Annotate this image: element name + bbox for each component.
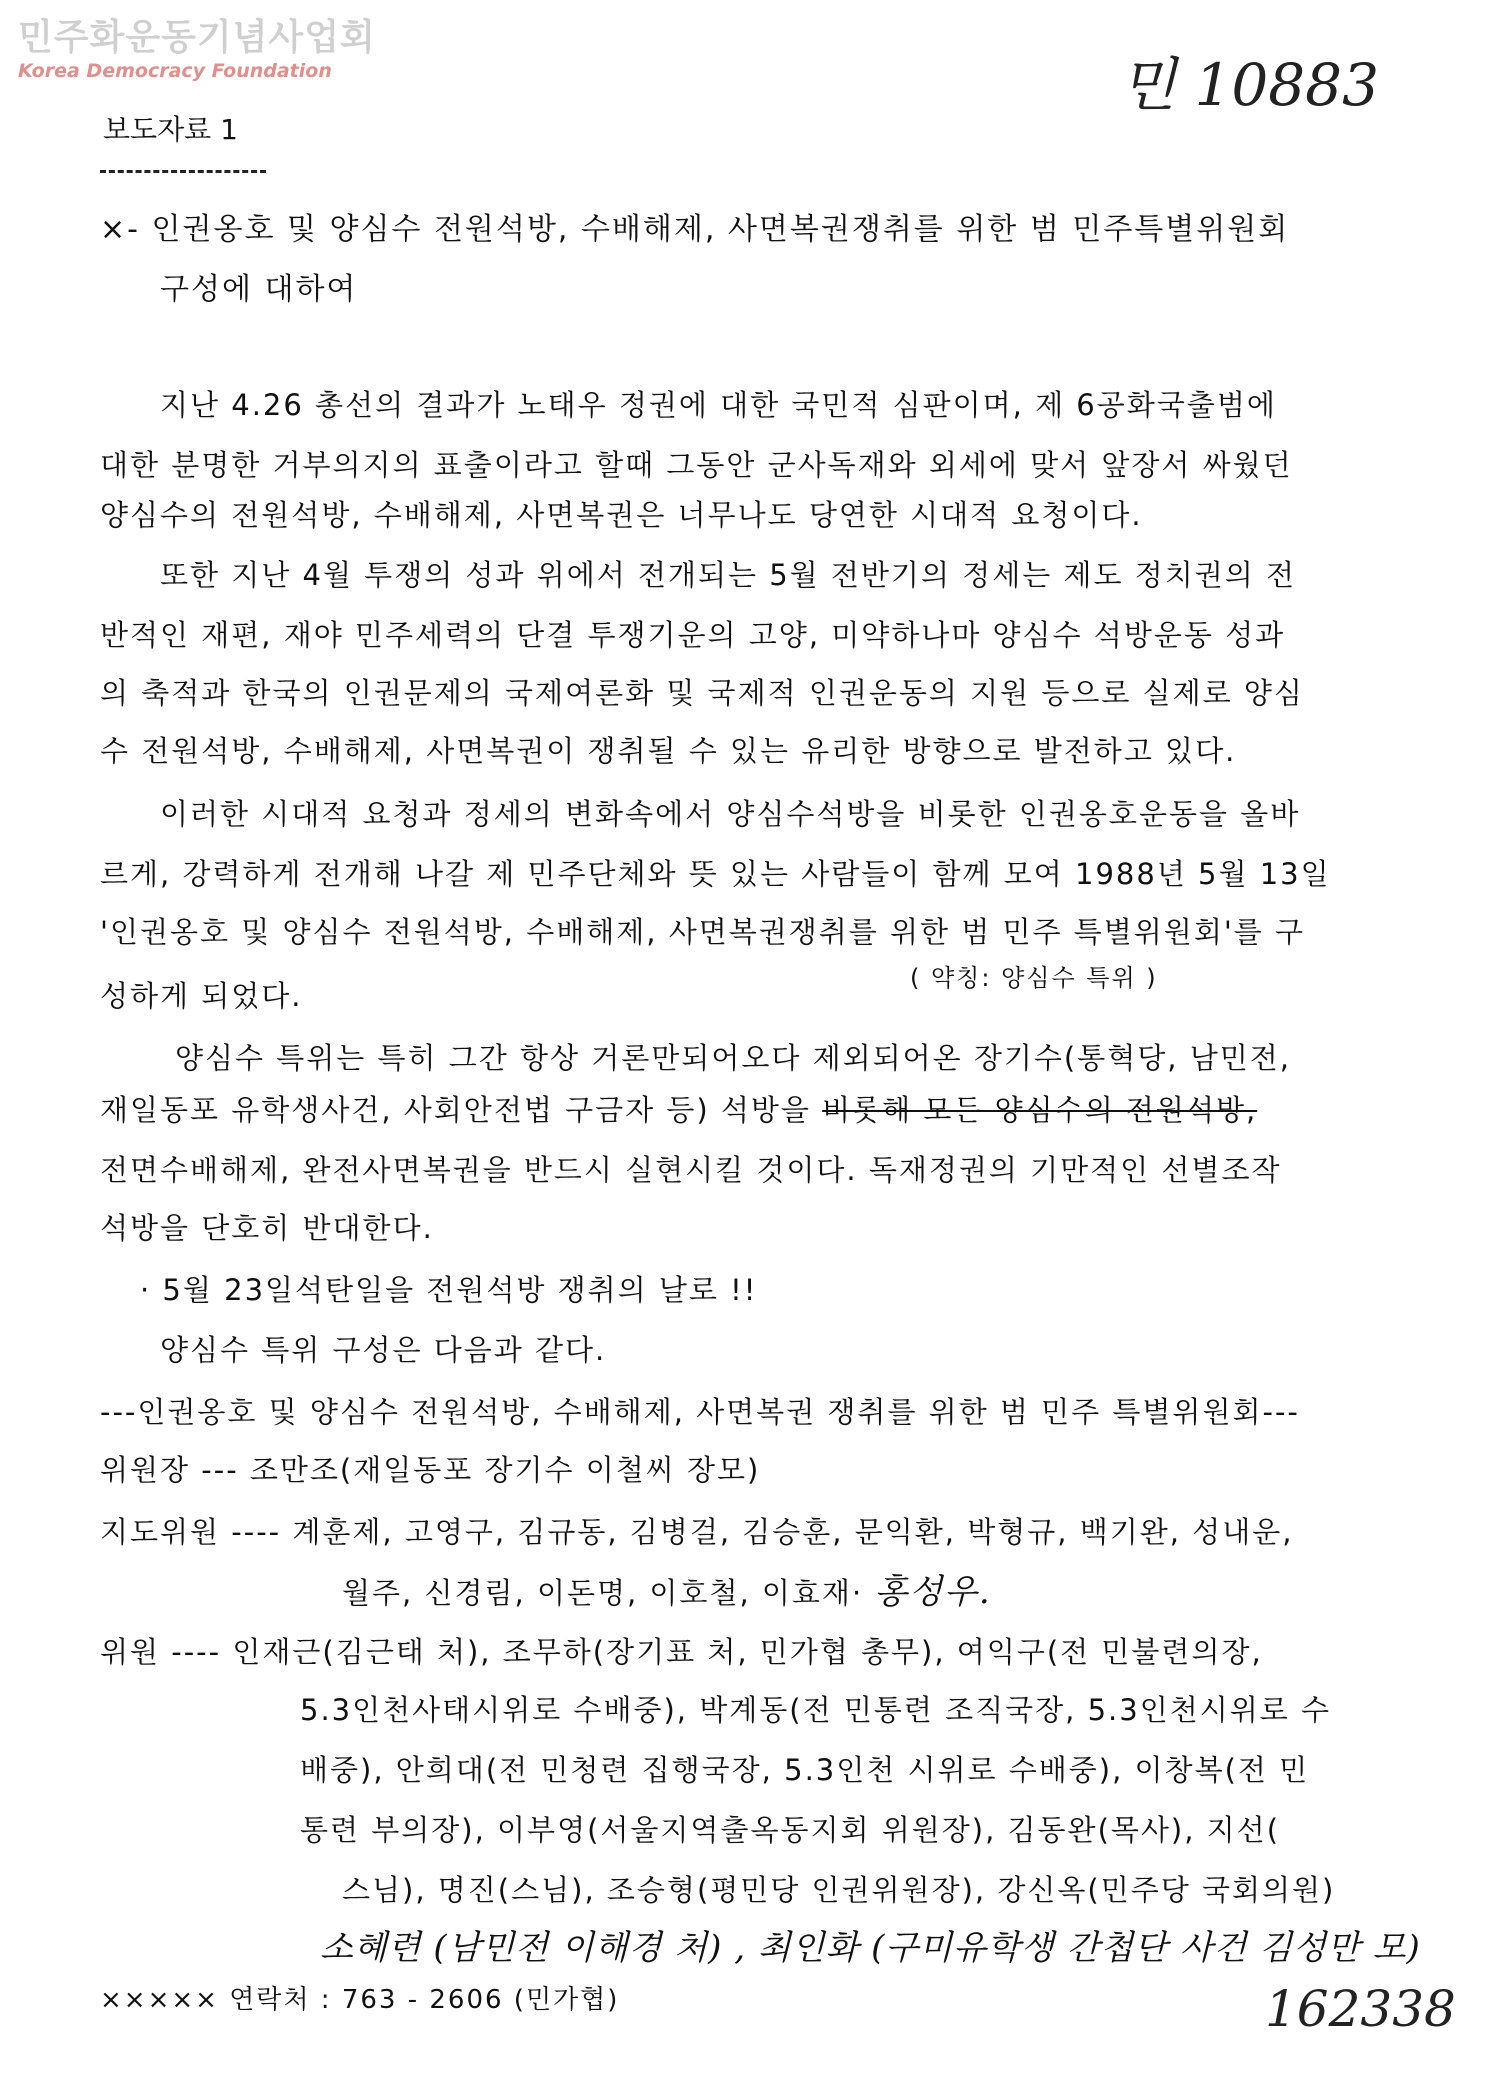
- members-line: 통련 부의장), 이부영(서울지역출옥동지회 위원장), 김동완(목사), 지선(: [300, 1813, 1281, 1847]
- label-underline: [100, 170, 266, 173]
- members-line: 스님), 명진(스님), 조승형(평민당 인권위원장), 강신옥(민주당 국회의원): [342, 1873, 1336, 1907]
- handwritten-members: 소혜련 (남민전 이해경 처) , 최인화 (구미유학생 간첩단 사건 김성만 모): [320, 1928, 1421, 1968]
- members-line: 5.3인천사태시위로 수배중), 박계동(전 민통련 조직국장, 5.3인천시위로 수: [300, 1693, 1331, 1727]
- body-line: 수 전원석방, 수배해제, 사면복권이 쟁취될 수 있는 유리한 방향으로 발전하고 있다.: [100, 734, 1237, 768]
- body-line: 또한 지난 4월 투쟁의 성과 위에서 전개되는 5월 전반기의 정세는 제도 정치권의 전: [160, 558, 1296, 592]
- committee-header: ---인권옹호 및 양심수 전원석방, 수배해제, 사면복권 쟁취를 위한 범 민주 특별위원회---: [100, 1395, 1300, 1429]
- watermark-korean: 민주화운동기념사업회: [18, 17, 376, 58]
- body-line: 대한 분명한 거부의지의 표출이라고 할때 그동안 군사독재와 외세에 맞서 앞장서 싸웠던: [100, 448, 1293, 482]
- page-number: 162338: [1265, 1980, 1456, 2038]
- body-line: 지난 4.26 총선의 결과가 노태우 정권에 대한 국민적 심판이며, 제 6공화국출범에: [160, 388, 1277, 422]
- body-line: 전면수배해제, 완전사면복권을 반드시 실현시킬 것이다. 독재정권의 기만적인 선별조작: [100, 1153, 1282, 1187]
- advisors-line: 지도위원 ---- 계훈제, 고영구, 김규동, 김병걸, 김승훈, 문익환, 박형규, 백기완, 성내운,: [100, 1515, 1294, 1549]
- body-text: 재일동포 유학생사건, 사회안전법 구금자 등) 석방을: [100, 1093, 823, 1127]
- body-line: 반적인 재편, 재야 민주세력의 단결 투쟁기운의 고양, 미약하나마 양심수 석방운동 성과: [100, 618, 1286, 652]
- watermark-english: Korea Democracy Foundation: [18, 60, 332, 82]
- members-line: 위원 ---- 인재근(김근태 처), 조무하(장기표 처, 민가협 총무), 여익구(전 민불련의장,: [100, 1635, 1263, 1669]
- body-line: 르게, 강력하게 전개해 나갈 제 민주단체와 뜻 있는 사람들이 함께 모여 1988년 5월 13일: [100, 857, 1331, 891]
- body-line: [100, 1090, 1257, 1130]
- body-line: 의 축적과 한국의 인권문제의 국제여론화 및 국제적 인권운동의 지원 등으로 실제로 양심: [100, 676, 1304, 710]
- body-line: 양심수 특위 구성은 다음과 같다.: [160, 1333, 607, 1367]
- advisors-line: [342, 1572, 992, 1613]
- press-release-label: 보도자료 1: [103, 113, 238, 146]
- body-line: 성하게 되었다.: [100, 979, 303, 1013]
- document-number: 민 10883: [1120, 51, 1379, 119]
- committee-chair: 위원장 --- 조만조(재일동포 장기수 이철씨 장모): [100, 1453, 761, 1487]
- handwritten-advisor: 홍성우.: [874, 1572, 992, 1612]
- body-line: 이러한 시대적 요청과 정세의 변화속에서 양심수석방을 비롯한 인권옹호운동을 올바: [160, 797, 1301, 831]
- body-line: 양심수의 전원석방, 수배해제, 사면복권은 너무나도 당연한 시대적 요청이다.: [100, 498, 1143, 532]
- watermark: [18, 18, 376, 82]
- contact-line: ××××× 연락처 : 763 - 2606 (민가협): [100, 1985, 620, 2015]
- title-line-2: 구성에 대하여: [160, 272, 358, 307]
- body-line: '인권옹호 및 양심수 전원석방, 수배해제, 사면복권쟁취를 위한 범 민주 특별위원회'를 구: [100, 915, 1306, 949]
- body-line: 석방을 단호히 반대한다.: [100, 1211, 434, 1245]
- members-line: 배중), 안희대(전 민청련 집행국장, 5.3인천 시위로 수배중), 이창복(전 민: [300, 1753, 1310, 1787]
- slogan-line: · 5월 23일석탄일을 전원석방 쟁취의 날로 !!: [140, 1273, 758, 1307]
- abbreviation-note: ( 약칭: 양심수 특위 ): [910, 964, 1158, 992]
- advisors-text: 월주, 신경림, 이돈명, 이호철, 이효재·: [342, 1576, 864, 1610]
- title-line-1: ×- 인권옹호 및 양심수 전원석방, 수배해제, 사면복권쟁취를 위한 범 민주특별위원회: [100, 212, 1290, 247]
- struck-text: 비롯해 모든 양심수의 전원석방,: [822, 1093, 1258, 1127]
- body-line: 양심수 특위는 특히 그간 항상 거론만되어오다 제외되어온 장기수(통혁당, 남민전,: [175, 1041, 1291, 1075]
